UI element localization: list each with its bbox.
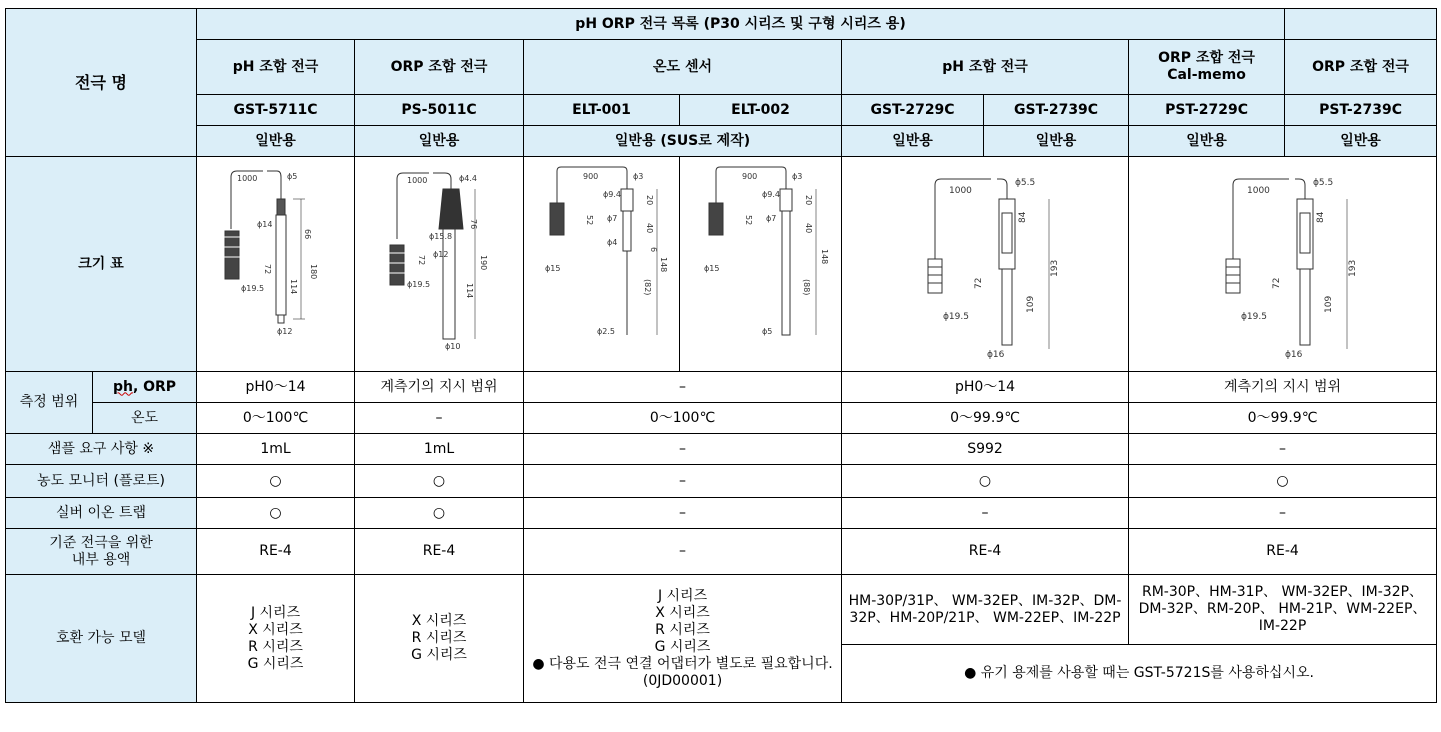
dim-l4: 6 xyxy=(649,247,659,253)
electrode-drawing xyxy=(359,159,519,369)
dim-l3: 109 xyxy=(1323,295,1334,313)
usage-cell: 일반용 xyxy=(1129,126,1285,157)
dim-l2: 72 xyxy=(1271,277,1282,289)
table-title: pH ORP 전극 목록 (P30 시리즈 및 구형 시리즈 용) xyxy=(197,9,1285,40)
dim-d-top: ϕ3 xyxy=(633,172,644,181)
range-sub-temp: 온도 xyxy=(93,403,197,434)
monitor-value: ○ xyxy=(842,465,1129,498)
dim-l2: 72 xyxy=(262,264,272,275)
dim-d-tip: ϕ2.5 xyxy=(597,327,616,336)
range-temp-value: 0～99.9℃ xyxy=(1129,403,1437,434)
dim-d-conn: ϕ19.5 xyxy=(240,284,264,293)
monitor-value: – xyxy=(524,465,842,498)
range-label: 측정 범위 xyxy=(6,372,93,434)
range-ph-value: – xyxy=(524,372,842,403)
dim-l3: 40 xyxy=(803,223,813,234)
compat-item: X 시리즈 xyxy=(655,604,710,621)
sample-value: 1mL xyxy=(355,434,524,465)
silver-label: 실버 이온 트랩 xyxy=(6,498,197,529)
dim-l1: 20 xyxy=(645,195,655,206)
dim-d-mid: ϕ15.8 xyxy=(429,232,453,241)
dim-d-top: ϕ5.5 xyxy=(1312,178,1333,188)
compat-col2 xyxy=(355,575,524,703)
electrode-name-header: 전극 명 xyxy=(6,9,197,157)
compat-col3 xyxy=(524,575,842,703)
dim-d-conn: ϕ15 xyxy=(703,264,719,273)
usage-cell: 일반용 xyxy=(197,126,355,157)
compat-item: G 시리즈 xyxy=(247,655,304,672)
type-orp-calmemo-line1: ORP 조합 전극 xyxy=(1158,50,1255,66)
dim-total: 193 xyxy=(1347,259,1358,277)
type-orp-calmemo-line2: Cal-memo xyxy=(1167,67,1246,83)
monitor-label: 농도 모니터 (플로트) xyxy=(6,465,197,498)
silver-value: ○ xyxy=(197,498,355,529)
dim-l1: 20 xyxy=(803,195,813,206)
dim-d-tip: ϕ16 xyxy=(987,350,1005,360)
range-temp-value: – xyxy=(355,403,524,434)
model-cell: PS-5011C xyxy=(355,95,524,126)
dim-l3: 40 xyxy=(645,223,655,234)
dim-d-conn: ϕ19.5 xyxy=(407,280,431,289)
ref-label-line1: 기준 전극을 위한 xyxy=(49,534,153,551)
compat-item: X 시리즈 xyxy=(411,613,467,629)
type-orp-calmemo xyxy=(1129,40,1285,95)
drawing-gst-27xx xyxy=(842,157,1129,372)
sample-value: 1mL xyxy=(197,434,355,465)
dim-cable: 1000 xyxy=(236,174,257,183)
monitor-value: ○ xyxy=(1129,465,1437,498)
compat-item: R 시리즈 xyxy=(248,638,303,655)
dim-l2: 52 xyxy=(585,215,595,226)
range-sub-ph xyxy=(93,372,197,403)
dim-l2: 72 xyxy=(417,255,427,266)
model-cell: GST-2729C xyxy=(842,95,984,126)
type-ph-2: pH 조합 전극 xyxy=(842,40,1129,95)
dim-l1: 66 xyxy=(302,229,312,240)
monitor-value: ○ xyxy=(355,465,524,498)
drawing-ps-5011c xyxy=(355,157,524,372)
dim-total: 180 xyxy=(308,264,318,280)
range-temp-value: 0～100℃ xyxy=(197,403,355,434)
size-label: 크기 표 xyxy=(6,157,197,372)
compat-col4: HM-30P/31P、 WM-32EP、IM-32P、DM-32P、HM-20P/21P、 WM-22EP、IM-22P xyxy=(842,575,1129,645)
range-sub-ph-b: , ORP xyxy=(132,378,177,395)
dim-d-conn: ϕ19.5 xyxy=(943,312,969,322)
compat-note-solvent: ● 유기 용제를 사용할 때는 GST-5721S를 사용하십시오. xyxy=(842,645,1437,703)
dim-l1: 84 xyxy=(1315,211,1326,223)
sample-value: S992 xyxy=(842,434,1129,465)
dim-total: 148 xyxy=(819,249,829,265)
dim-d-tip: ϕ12 xyxy=(276,327,292,336)
dim-cable: 1000 xyxy=(407,176,428,185)
dim-d-body: ϕ12 xyxy=(433,250,449,259)
dim-l2: 72 xyxy=(974,277,985,289)
electrode-spec-table xyxy=(5,8,1437,703)
model-cell: PST-2729C xyxy=(1129,95,1285,126)
compat-note-adapter: ● 다용도 전극 연결 어댑터가 별도로 필요합니다. (0JD00001) xyxy=(532,655,833,689)
ref-value: – xyxy=(524,529,842,575)
compat-item: X 시리즈 xyxy=(248,621,303,638)
dim-d-conn: ϕ19.5 xyxy=(1240,312,1267,322)
range-ph-value: pH0～14 xyxy=(197,372,355,403)
dim-d-mid: ϕ9.4 xyxy=(603,190,622,199)
dim-l3: 109 xyxy=(1026,295,1037,313)
dim-total: 190 xyxy=(479,255,489,271)
range-ph-value: 계측기의 지시 범위 xyxy=(355,372,524,403)
drawing-pst-27xx xyxy=(1129,157,1437,372)
dim-l1: 76 xyxy=(469,219,479,230)
dim-total: 148 xyxy=(659,257,669,273)
ref-label xyxy=(6,529,197,575)
compat-item: G 시리즈 xyxy=(411,647,467,663)
monitor-value: ○ xyxy=(197,465,355,498)
electrode-drawing xyxy=(527,159,677,369)
ref-value: RE-4 xyxy=(842,529,1129,575)
electrode-drawing xyxy=(1183,159,1383,369)
sample-value: – xyxy=(524,434,842,465)
compat-label: 호환 가능 모델 xyxy=(6,575,197,703)
electrode-drawing xyxy=(686,159,836,369)
usage-cell: 일반용 xyxy=(984,126,1129,157)
sample-value: – xyxy=(1129,434,1437,465)
type-temp-sensor: 온도 센서 xyxy=(524,40,842,95)
dim-cable: 900 xyxy=(583,172,599,181)
dim-cable: 900 xyxy=(741,172,757,181)
usage-cell: 일반용 xyxy=(842,126,984,157)
dim-d-low: ϕ4 xyxy=(607,238,618,247)
dim-l3: 114 xyxy=(288,279,298,295)
range-sub-ph-a: ph xyxy=(112,378,133,395)
dim-d-body: ϕ7 xyxy=(607,214,618,223)
dim-l3: 114 xyxy=(465,283,475,299)
ref-label-line2: 내부 용액 xyxy=(71,551,131,568)
drawing-elt-001 xyxy=(524,157,680,372)
drawing-gst-5711c xyxy=(197,157,355,372)
drawing-elt-002 xyxy=(680,157,842,372)
range-temp-value: 0～100℃ xyxy=(524,403,842,434)
dim-l2: 52 xyxy=(743,215,753,226)
ref-value: RE-4 xyxy=(1129,529,1437,575)
compat-col1 xyxy=(197,575,355,703)
model-cell: ELT-002 xyxy=(680,95,842,126)
dim-d-body: ϕ7 xyxy=(765,214,776,223)
compat-item: R 시리즈 xyxy=(655,621,710,638)
silver-value: – xyxy=(1129,498,1437,529)
dim-d-top: ϕ5.5 xyxy=(1015,178,1036,188)
type-ph-1: pH 조합 전극 xyxy=(197,40,355,95)
dim-l5: (88) xyxy=(801,279,811,296)
compat-col5: RM-30P、HM-31P、 WM-32EP、IM-32P、 DM-32P、RM-20P、 HM-21P、WM-22EP、 IM-22P xyxy=(1129,575,1437,645)
dim-d-top: ϕ5 xyxy=(286,172,297,181)
dim-d-top: ϕ3 xyxy=(791,172,802,181)
dim-l5: (82) xyxy=(643,279,653,296)
silver-value: ○ xyxy=(355,498,524,529)
ref-value: RE-4 xyxy=(197,529,355,575)
sample-label: 샘플 요구 사항 ※ xyxy=(6,434,197,465)
ref-value: RE-4 xyxy=(355,529,524,575)
usage-cell: 일반용 xyxy=(1285,126,1437,157)
usage-cell: 일반용 xyxy=(355,126,524,157)
model-cell: ELT-001 xyxy=(524,95,680,126)
compat-item: R 시리즈 xyxy=(411,630,467,646)
model-cell: GST-5711C xyxy=(197,95,355,126)
dim-cable: 1000 xyxy=(949,186,972,196)
dim-d-top: ϕ4.4 xyxy=(459,174,478,183)
dim-d-tip: ϕ5 xyxy=(761,327,772,336)
electrode-drawing xyxy=(201,159,351,369)
dim-d-mid: ϕ9.4 xyxy=(761,190,780,199)
range-ph-value: 계측기의 지시 범위 xyxy=(1129,372,1437,403)
silver-value: – xyxy=(842,498,1129,529)
silver-value: – xyxy=(524,498,842,529)
compat-item: G 시리즈 xyxy=(654,638,711,655)
title-blank-cell xyxy=(1285,9,1437,40)
range-temp-value: 0～99.9℃ xyxy=(842,403,1129,434)
range-ph-value: pH0～14 xyxy=(842,372,1129,403)
dim-total: 193 xyxy=(1050,259,1061,277)
model-cell: GST-2739C xyxy=(984,95,1129,126)
dim-d-tip: ϕ16 xyxy=(1284,350,1302,360)
electrode-drawing xyxy=(885,159,1085,369)
compat-item: J 시리즈 xyxy=(250,604,301,621)
model-cell: PST-2739C xyxy=(1285,95,1437,126)
compat-item: J 시리즈 xyxy=(657,587,708,604)
dim-d-tip: ϕ10 xyxy=(445,342,461,351)
dim-d-mid: ϕ14 xyxy=(256,220,272,229)
dim-cable: 1000 xyxy=(1246,186,1270,196)
usage-cell-sus: 일반용 (SUS로 제작) xyxy=(524,126,842,157)
dim-l1: 84 xyxy=(1018,211,1029,223)
type-orp-3: ORP 조합 전극 xyxy=(1285,40,1437,95)
dim-d-conn: ϕ15 xyxy=(545,264,561,273)
type-orp-1: ORP 조합 전극 xyxy=(355,40,524,95)
